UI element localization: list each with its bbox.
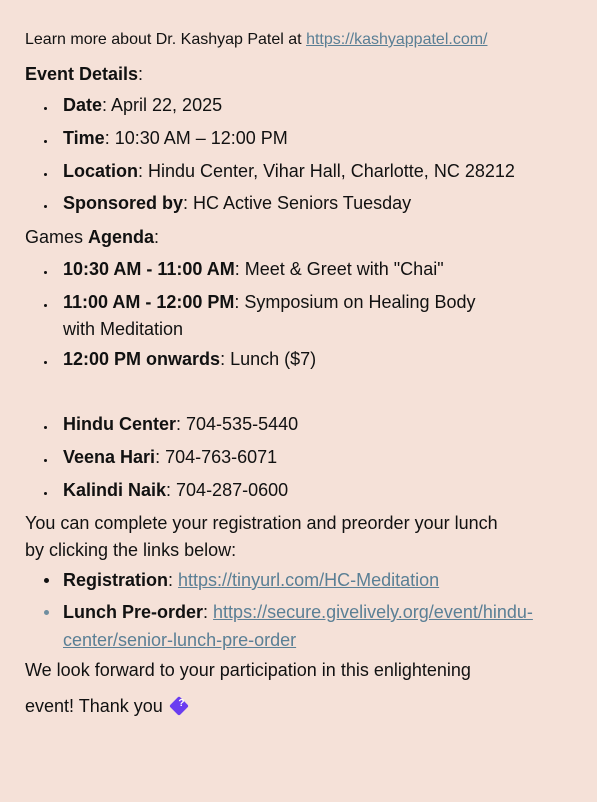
registration-text-line1: You can complete your registration and preorder your lunch: [25, 513, 498, 533]
contact-name: Veena Hari: [63, 447, 156, 467]
registration-text-line2: by clicking the links below:: [25, 540, 237, 560]
bullet-dot: [44, 361, 47, 364]
contact-kalindi-naik: [63, 477, 288, 503]
agenda-item-2-cont: [63, 316, 183, 342]
agenda-prefix: Games: [25, 227, 89, 247]
agenda-desc: : Meet & Greet with "Chai": [234, 259, 444, 279]
heading-colon: :: [138, 64, 144, 84]
missing-glyph-icon: [169, 696, 189, 716]
detail-sponsor: [63, 190, 411, 216]
kashyappatel-link[interactable]: https://kashyappatel.com/: [306, 31, 488, 48]
detail-value: : HC Active Seniors Tuesday: [183, 193, 412, 213]
contact-phone: : 704-763-6071: [155, 447, 278, 467]
detail-date: [63, 92, 222, 118]
detail-time: [63, 125, 288, 151]
detail-label: Sponsored by: [63, 193, 184, 213]
bullet-dot: [44, 140, 47, 143]
intro-text: Learn more about Dr. Kashyap Patel at: [25, 31, 307, 48]
contact-hindu-center: [63, 411, 298, 437]
contact-name: Kalindi Naik: [63, 480, 167, 500]
intro-line: [25, 31, 488, 49]
agenda-item-1: [63, 256, 444, 282]
bullet-dot: [44, 492, 47, 495]
bullet-dot: [44, 610, 49, 615]
agenda-desc: : Lunch ($7): [220, 349, 317, 369]
lunch-preorder-link[interactable]: https://secure.givelively.org/event/hindu-: [213, 602, 533, 622]
link-sep: :: [203, 602, 214, 622]
closing-line1: We look forward to your participation in this enlightening: [25, 660, 471, 680]
agenda-item-3: [63, 346, 316, 372]
link-label: Registration: [63, 570, 169, 590]
agenda-item-2: [63, 289, 476, 315]
detail-label: Location: [63, 161, 138, 181]
contact-veena-hari: [63, 444, 277, 470]
bullet-dot: [44, 107, 47, 110]
event-details-heading: [25, 64, 143, 85]
lunch-link-cont: [63, 627, 296, 653]
agenda-heading-text: Agenda: [88, 227, 155, 247]
bullet-dot: [44, 271, 47, 274]
contact-phone: : 704-287-0600: [166, 480, 289, 500]
detail-value: : Hindu Center, Vihar Hall, Charlotte, NC 28212: [138, 161, 515, 181]
agenda-desc: : Symposium on Healing Body: [234, 292, 476, 312]
detail-value: : April 22, 2025: [102, 95, 223, 115]
missing-glyph-char: ?: [178, 698, 185, 710]
bullet-dot: [44, 173, 47, 176]
bullet-dot: [44, 578, 49, 583]
lunch-preorder-link-cont[interactable]: center/senior-lunch-pre-order: [63, 630, 297, 650]
event-details-heading-text: Event Details: [25, 64, 139, 84]
bullet-dot: [44, 459, 47, 462]
closing-line2: [25, 696, 186, 717]
heading-colon: :: [154, 227, 160, 247]
bullet-dot: [44, 205, 47, 208]
lunch-link-item: [63, 599, 533, 625]
closing-text: event! Thank you: [25, 696, 168, 716]
registration-link-item: [63, 567, 439, 593]
link-sep: :: [168, 570, 179, 590]
agenda-heading: [25, 227, 159, 248]
detail-value: : 10:30 AM – 12:00 PM: [104, 128, 288, 148]
bullet-dot: [44, 304, 47, 307]
agenda-time: 11:00 AM - 12:00 PM: [63, 292, 235, 312]
link-label: Lunch Pre-order: [63, 602, 204, 622]
registration-link[interactable]: https://tinyurl.com/HC-Meditation: [178, 570, 440, 590]
detail-label: Date: [63, 95, 103, 115]
contact-name: Hindu Center: [63, 414, 177, 434]
agenda-time: 10:30 AM - 11:00 AM: [63, 259, 235, 279]
contact-phone: : 704-535-5440: [176, 414, 299, 434]
detail-location: [63, 158, 515, 184]
agenda-desc-cont: with Meditation: [63, 319, 184, 339]
detail-label: Time: [63, 128, 105, 148]
bullet-dot: [44, 426, 47, 429]
agenda-time: 12:00 PM onwards: [63, 349, 221, 369]
